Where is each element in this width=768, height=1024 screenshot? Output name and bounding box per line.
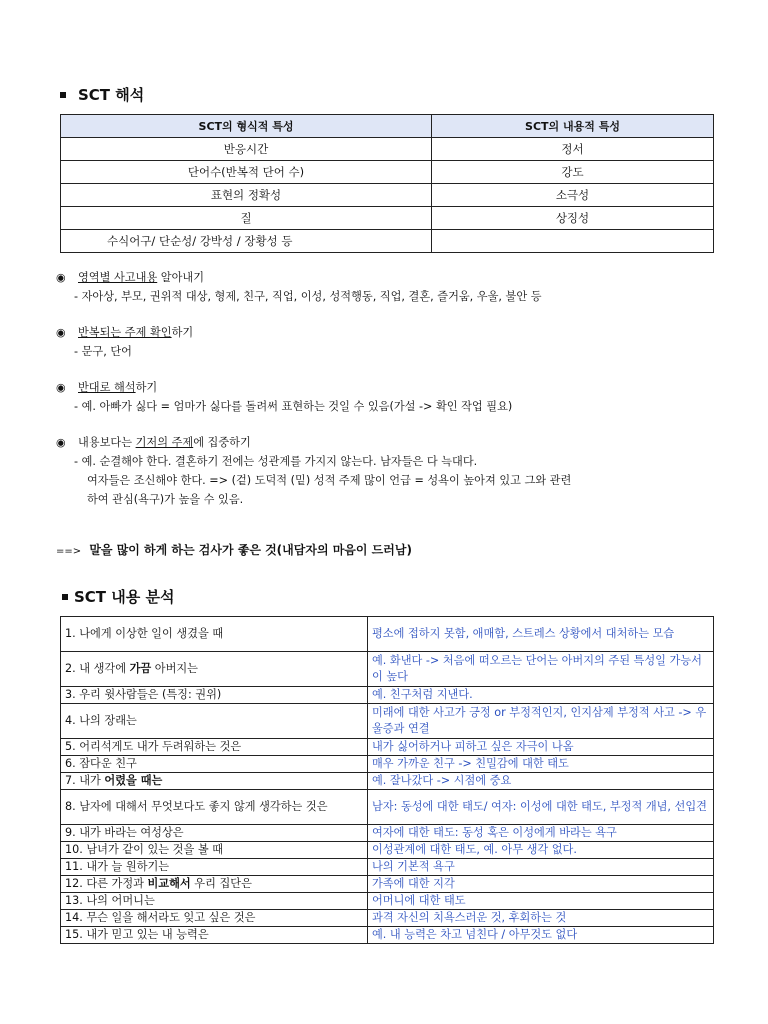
section-heading-interpretation (60, 84, 144, 105)
formal-characteristic-cell: 질 (61, 207, 432, 230)
heading-text: SCT 내용 분석 (74, 588, 175, 606)
interpretation-cell: 남자: 동성에 대한 태도/ 여자: 이성에 대한 태도, 부정적 개념, 선입견 (368, 790, 714, 825)
sentence-stem-bold: 어렸을 때는 (104, 774, 163, 787)
formal-characteristic-cell: 표현의 정확성 (61, 184, 432, 207)
formal-characteristic-cell: 수식어구/ 단순성/ 강박성 / 장황성 등 (61, 230, 432, 253)
sentence-stem-text: 15. 내가 믿고 있는 내 능력은 (65, 928, 209, 941)
sentence-stem-cell (61, 687, 368, 704)
bullet-title-pre: 내용보다는 (78, 436, 136, 449)
bullet-detail-line: - 예. 순결해야 한다. 결혼하기 전에는 성관계를 가지지 않는다. 남자들은 다 늑대다. (74, 455, 478, 468)
bullet-detail-line: - 자아상, 부모, 권위적 대상, 형제, 친구, 직업, 이성, 성적행동, 직업, 결혼, 즐거움, 우울, 불안 등 (74, 290, 542, 303)
header-content: SCT의 내용적 특성 (432, 115, 714, 138)
table-row (61, 617, 714, 652)
sentence-stem-text: 9. 내가 바라는 여성상은 (65, 826, 184, 839)
bullet-continuation-line: 여자들은 조신해야 한다. => (겉) 도덕적 (밑) 성적 주제 많이 언급 = 성욕이 높아져 있고 그와 관련 (87, 474, 572, 487)
formal-characteristic-cell: 반응시간 (61, 138, 432, 161)
bullet-title (56, 378, 736, 397)
sentence-stem-text: 7. 내가 (65, 774, 105, 787)
interpretation-cell: 예. 화낸다 -> 처음에 떠오르는 단어는 아버지의 주된 특성일 가능서이 높다 (368, 652, 714, 687)
table-row (61, 825, 714, 842)
sentence-stem-text: 10. 남녀가 같이 있는 것을 볼 때 (65, 843, 224, 856)
sentence-stem-cell (61, 927, 368, 944)
sentence-stem-cell (61, 790, 368, 825)
sentence-stem-text: 12. 다른 가정과 (65, 877, 148, 890)
circle-bullet-icon: ◉ (56, 326, 66, 339)
bullet-detail-line: - 예. 아빠가 싫다 = 엄마가 싫다를 돌려써 표현하는 것일 수 있음(가설 -> 확인 작업 필요) (74, 400, 513, 413)
interpretation-cell: 예. 내 능력은 차고 넘친다 / 아무것도 없다 (368, 927, 714, 944)
table-row (61, 859, 714, 876)
sentence-stem-text: 11. 내가 늘 원하기는 (65, 860, 170, 873)
interpretation-cell: 예. 친구처럼 지낸다. (368, 687, 714, 704)
sentence-stem-cell (61, 842, 368, 859)
sentence-stem-text: 6. 잠다운 친구 (65, 757, 137, 770)
table-row (61, 773, 714, 790)
table-row (61, 230, 714, 253)
interpretation-cell: 평소에 접하지 못함, 애매함, 스트레스 상황에서 대처하는 모습 (368, 617, 714, 652)
interpretation-cell: 이성관계에 대한 태도, 예. 아무 생각 없다. (368, 842, 714, 859)
bullet-item (56, 268, 736, 306)
table-row (61, 687, 714, 704)
bullet-title-post: 하기 (171, 326, 194, 339)
bullet-title-underlined: 기저의 주제 (135, 436, 194, 449)
bullet-title (56, 323, 736, 342)
table-row (61, 184, 714, 207)
section-heading-analysis (62, 586, 174, 607)
sct-characteristics-table (60, 114, 714, 253)
interpretation-cell: 미래에 대한 사고가 긍정 or 부정적인지, 인지삼제 부정적 사고 -> 우울증과 연결 (368, 704, 714, 739)
sentence-stem-cell (61, 876, 368, 893)
sentence-stem-text: 3. 우리 윗사람들은 (특징: 권위) (65, 688, 222, 701)
circle-bullet-icon: ◉ (56, 271, 66, 284)
interpretation-cell: 여자에 대한 태도: 동성 혹은 이성에게 바라는 욕구 (368, 825, 714, 842)
sentence-stem-cell (61, 704, 368, 739)
header-formal: SCT의 형식적 특성 (61, 115, 432, 138)
bullet-title-post: 하기 (135, 381, 158, 394)
sentence-stem-post: 아버지는 (151, 662, 198, 675)
sentence-stem-post: 우리 집단은 (190, 877, 252, 890)
interpretation-cell: 내가 싫어하거나 피하고 싶은 자극이 나옴 (368, 739, 714, 756)
formal-characteristic-cell: 단어수(반복적 단어 수) (61, 161, 432, 184)
table-row (61, 910, 714, 927)
bullet-title-underlined: 영역별 사고내용 (78, 271, 158, 284)
bullet-item (56, 378, 736, 416)
bullet-detail-line: - 문구, 단어 (74, 345, 132, 358)
content-characteristic-cell (432, 230, 714, 253)
sentence-stem-cell (61, 773, 368, 790)
sentence-stem-text: 14. 무슨 일을 해서라도 잊고 싶은 것은 (65, 911, 256, 924)
square-bullet-icon (60, 92, 66, 98)
bullet-title (56, 433, 736, 452)
bullet-item (56, 433, 736, 509)
table-row (61, 739, 714, 756)
sentence-stem-cell (61, 739, 368, 756)
conclusion-text: 말을 많이 하게 하는 검사가 좋은 것(내담자의 마음이 드러남) (89, 543, 412, 557)
bullet-title-post: 알아내기 (157, 271, 205, 284)
sentence-stem-cell (61, 617, 368, 652)
interpretation-cell: 나의 기본적 욕구 (368, 859, 714, 876)
content-characteristic-cell: 정서 (432, 138, 714, 161)
sentence-stem-bold: 가끔 (129, 662, 152, 675)
interpretation-cell: 가족에 대한 지각 (368, 876, 714, 893)
content-characteristic-cell: 상징성 (432, 207, 714, 230)
sentence-stem-text: 1. 나에게 이상한 일이 생겼을 때 (65, 627, 224, 640)
interpretation-cell: 과격 자신의 치욕스러운 것, 후회하는 것 (368, 910, 714, 927)
circle-bullet-icon: ◉ (56, 436, 66, 449)
heading-text: SCT 해석 (78, 86, 145, 104)
bullet-title-post: 에 집중하기 (193, 436, 251, 449)
bullet-title-underlined: 반복되는 주제 확인 (78, 326, 172, 339)
sentence-stem-cell (61, 859, 368, 876)
table-row (61, 790, 714, 825)
sentence-stem-text: 13. 나의 어머니는 (65, 894, 155, 907)
circle-bullet-icon: ◉ (56, 381, 66, 394)
sentence-stem-cell (61, 652, 368, 687)
table-row (61, 876, 714, 893)
interpretation-cell: 예. 잘나갔다 -> 시점에 중요 (368, 773, 714, 790)
table-row (61, 927, 714, 944)
conclusion-line (56, 541, 412, 558)
table-row (61, 138, 714, 161)
bullet-item (56, 323, 736, 361)
sentence-stem-text: 2. 내 생각에 (65, 662, 130, 675)
table-row (61, 207, 714, 230)
table-header-row (61, 115, 714, 138)
table-row (61, 756, 714, 773)
bullet-title (56, 268, 736, 287)
content-characteristic-cell: 소극성 (432, 184, 714, 207)
sentence-stem-text: 4. 나의 장래는 (65, 714, 137, 727)
arrow-marker: ==> (56, 546, 82, 557)
table-row (61, 704, 714, 739)
sentence-stem-cell (61, 825, 368, 842)
square-bullet-icon (62, 594, 68, 600)
table-row (61, 842, 714, 859)
interpretation-cell: 어머니에 대한 태도 (368, 893, 714, 910)
sentence-stem-text: 5. 어리석게도 내가 두려워하는 것은 (65, 740, 242, 753)
interpretation-bullets (56, 268, 736, 526)
sct-content-analysis-table (60, 616, 714, 944)
table-row (61, 161, 714, 184)
sentence-stem-bold: 비교해서 (147, 877, 191, 890)
sentence-stem-cell (61, 910, 368, 927)
sentence-stem-text: 8. 남자에 대해서 무엇보다도 좋지 않게 생각하는 것은 (65, 800, 328, 813)
table-row (61, 652, 714, 687)
bullet-title-underlined: 반대로 해석 (78, 381, 136, 394)
interpretation-cell: 매우 가까운 친구 -> 친밀감에 대한 태도 (368, 756, 714, 773)
sentence-stem-cell (61, 756, 368, 773)
sentence-stem-cell (61, 893, 368, 910)
bullet-continuation-line: 하여 관심(욕구)가 높을 수 있음. (87, 493, 244, 506)
table-row (61, 893, 714, 910)
content-characteristic-cell: 강도 (432, 161, 714, 184)
